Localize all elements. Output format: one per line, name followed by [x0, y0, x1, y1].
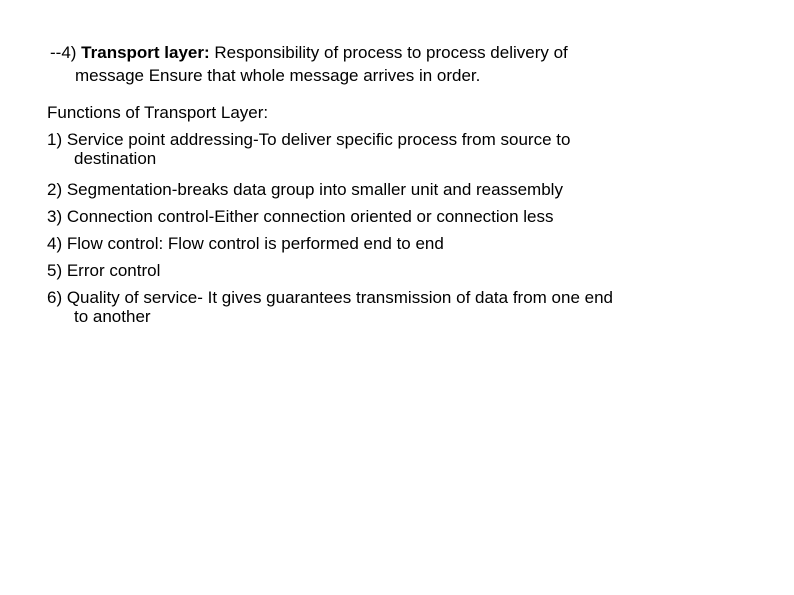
- transport-layer-heading: [50, 41, 750, 87]
- function-item-text: 3) Connection control-Either connection oriented or connection less: [47, 207, 554, 226]
- functions-section: [47, 99, 767, 334]
- heading-prefix: --4): [50, 43, 82, 62]
- function-item-text: 1) Service point addressing-To deliver specific process from source to: [47, 130, 571, 149]
- function-item-text: 2) Segmentation-breaks data group into smaller unit and reassembly: [47, 180, 563, 199]
- function-item-segmentation: [47, 176, 767, 203]
- heading-line: [50, 41, 750, 64]
- function-item-text: 5) Error control: [47, 261, 161, 280]
- function-item-text: 4) Flow control: Flow control is performed end to end: [47, 234, 444, 253]
- functions-title: Functions of Transport Layer:: [47, 103, 269, 122]
- function-item-quality-of-service: [47, 284, 767, 327]
- function-item-error-control: [47, 257, 767, 284]
- function-item-continuation: destination: [74, 149, 157, 168]
- function-item-service-point: [47, 126, 767, 169]
- function-item-connection-control: [47, 203, 767, 230]
- function-item-continuation: to another: [74, 307, 151, 326]
- heading-continuation: message Ensure that whole message arrives in order.: [75, 66, 481, 85]
- heading-title: Transport layer:: [81, 43, 210, 62]
- function-item-flow-control: [47, 230, 767, 257]
- function-item-text: 6) Quality of service- It gives guarantees transmission of data from one end: [47, 288, 613, 307]
- heading-text: Responsibility of process to process delivery of: [209, 43, 568, 62]
